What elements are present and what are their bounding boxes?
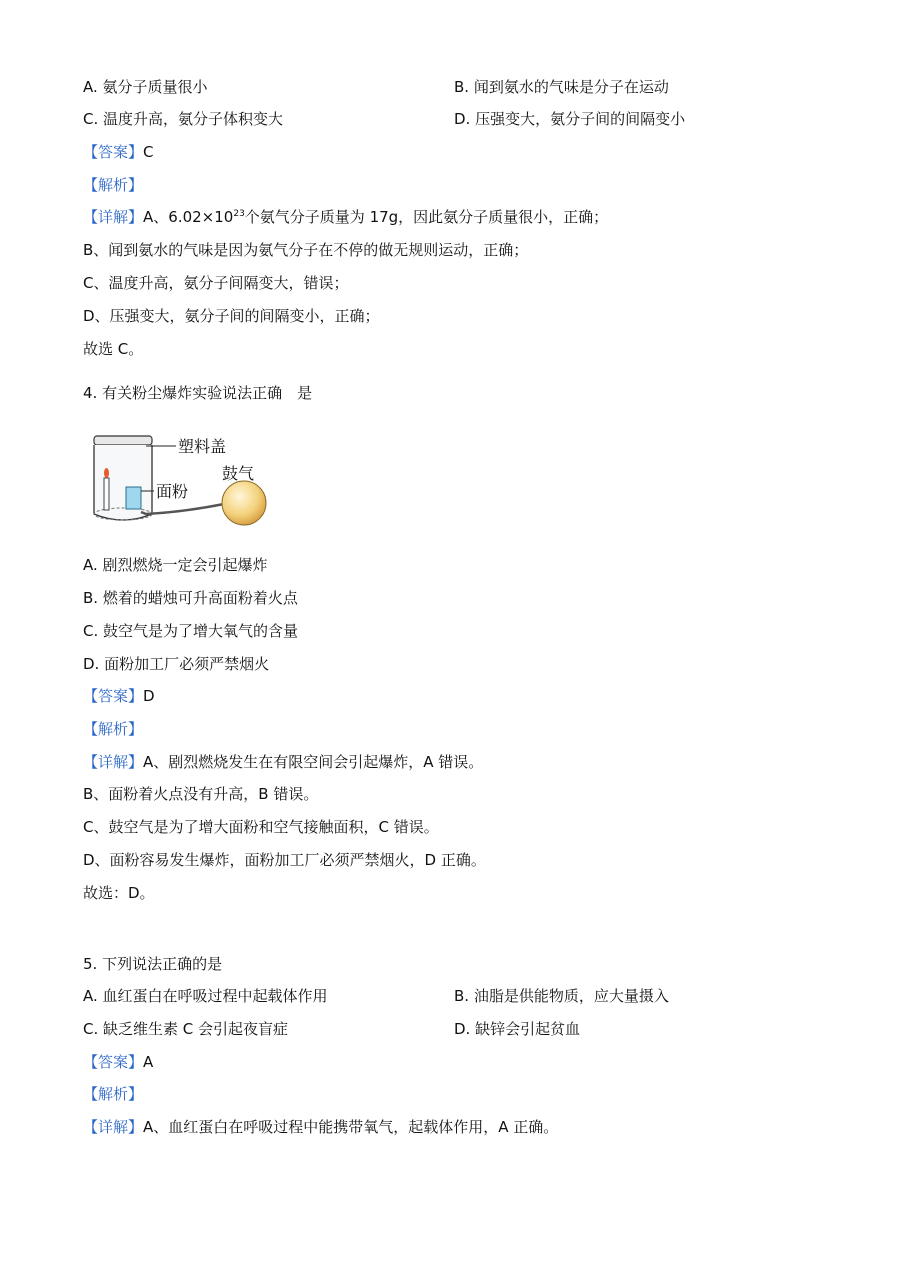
q5-analysis-label: 【解析】 [83, 1085, 144, 1103]
q5-option-c: C. 缺乏维生素 C 会引起夜盲症 [83, 1020, 289, 1038]
q4-answer-line [83, 686, 155, 706]
q3-option-c: C. 温度升高，氨分子体积变大 [83, 110, 284, 128]
q4-stem: 4. 有关粉尘爆炸实验说法正确 是 [83, 384, 313, 402]
container-body [94, 445, 152, 520]
air-bulb [222, 481, 266, 525]
label-flour: 面粉 [156, 482, 189, 501]
detail-a-text: A、血红蛋白在呼吸过程中能携带氧气，起载体作用，A 正确。 [143, 1118, 559, 1136]
detail-a-text: A、剧烈燃烧发生在有限空间会引起爆炸，A 错误。 [143, 753, 484, 771]
q3-detail-c: C、温度升高，氨分子间隔变大，错误； [83, 274, 349, 292]
q3-detail-b: B、闻到氨水的气味是因为氨气分子在不停的做无规则运动，正确； [83, 241, 529, 259]
q3-conclusion: 故选 C。 [83, 340, 144, 358]
q5-answer-line [83, 1052, 153, 1072]
q4-conclusion: 故选：D。 [83, 884, 155, 902]
label-plastic-lid: 塑料盖 [178, 437, 227, 456]
q5-detail-a [83, 1117, 558, 1137]
q5-stem: 5. 下列说法正确的是 [83, 955, 223, 973]
q3-analysis-label: 【解析】 [83, 176, 144, 194]
q4-option-a: A. 剧烈燃烧一定会引起爆炸 [83, 556, 268, 574]
q4-detail-c: C、鼓空气是为了增大面粉和空气接触面积，C 错误。 [83, 818, 439, 836]
q5-option-a: A. 血红蛋白在呼吸过程中起载体作用 [83, 987, 328, 1005]
q5-option-d: D. 缺锌会引起贫血 [454, 1020, 581, 1038]
label-blow-air: 鼓气 [222, 464, 255, 483]
answer-value: D [143, 687, 155, 705]
q3-option-d: D. 压强变大，氨分子间的间隔变小 [454, 110, 686, 128]
q4-detail-d: D、面粉容易发生爆炸，面粉加工厂必须严禁烟火，D 正确。 [83, 851, 486, 869]
answer-label: 【答案】 [83, 1053, 144, 1071]
q4-option-d: D. 面粉加工厂必须严禁烟火 [83, 655, 270, 673]
candle-flame [104, 468, 109, 478]
q3-answer-line [83, 142, 154, 162]
q4-detail-a [83, 752, 483, 772]
q3-option-b: B. 闻到氨水的气味是分子在运动 [454, 78, 669, 96]
detail-label: 【详解】 [83, 208, 144, 226]
candle [104, 478, 109, 510]
detail-a-exponent: 23 [233, 209, 245, 219]
answer-label: 【答案】 [83, 143, 144, 161]
detail-label: 【详解】 [83, 1118, 144, 1136]
q4-analysis-label: 【解析】 [83, 720, 144, 738]
q5-option-b: B. 油脂是供能物质，应大量摄入 [454, 987, 669, 1005]
q3-detail-d: D、压强变大，氨分子间的间隔变小，正确； [83, 307, 380, 325]
q3-option-a: A. 氨分子质量很小 [83, 78, 208, 96]
q4-option-c: C. 鼓空气是为了增大氧气的含量 [83, 622, 299, 640]
flour-cup [126, 487, 141, 509]
answer-value: C [143, 143, 154, 161]
q3-detail-a [83, 207, 608, 227]
detail-a-post: 个氨气分子质量为 17g，因此氨分子质量很小，正确； [244, 208, 609, 226]
q4-detail-b: B、面粉着火点没有升高，B 错误。 [83, 785, 319, 803]
air-tube [141, 504, 224, 514]
detail-a-pre: A、6.02×10 [143, 208, 234, 226]
answer-label: 【答案】 [83, 687, 144, 705]
answer-value: A [143, 1053, 154, 1071]
detail-label: 【详解】 [83, 753, 144, 771]
plastic-lid [94, 436, 152, 445]
q4-option-b: B. 燃着的蜡烛可升高面粉着火点 [83, 589, 298, 607]
